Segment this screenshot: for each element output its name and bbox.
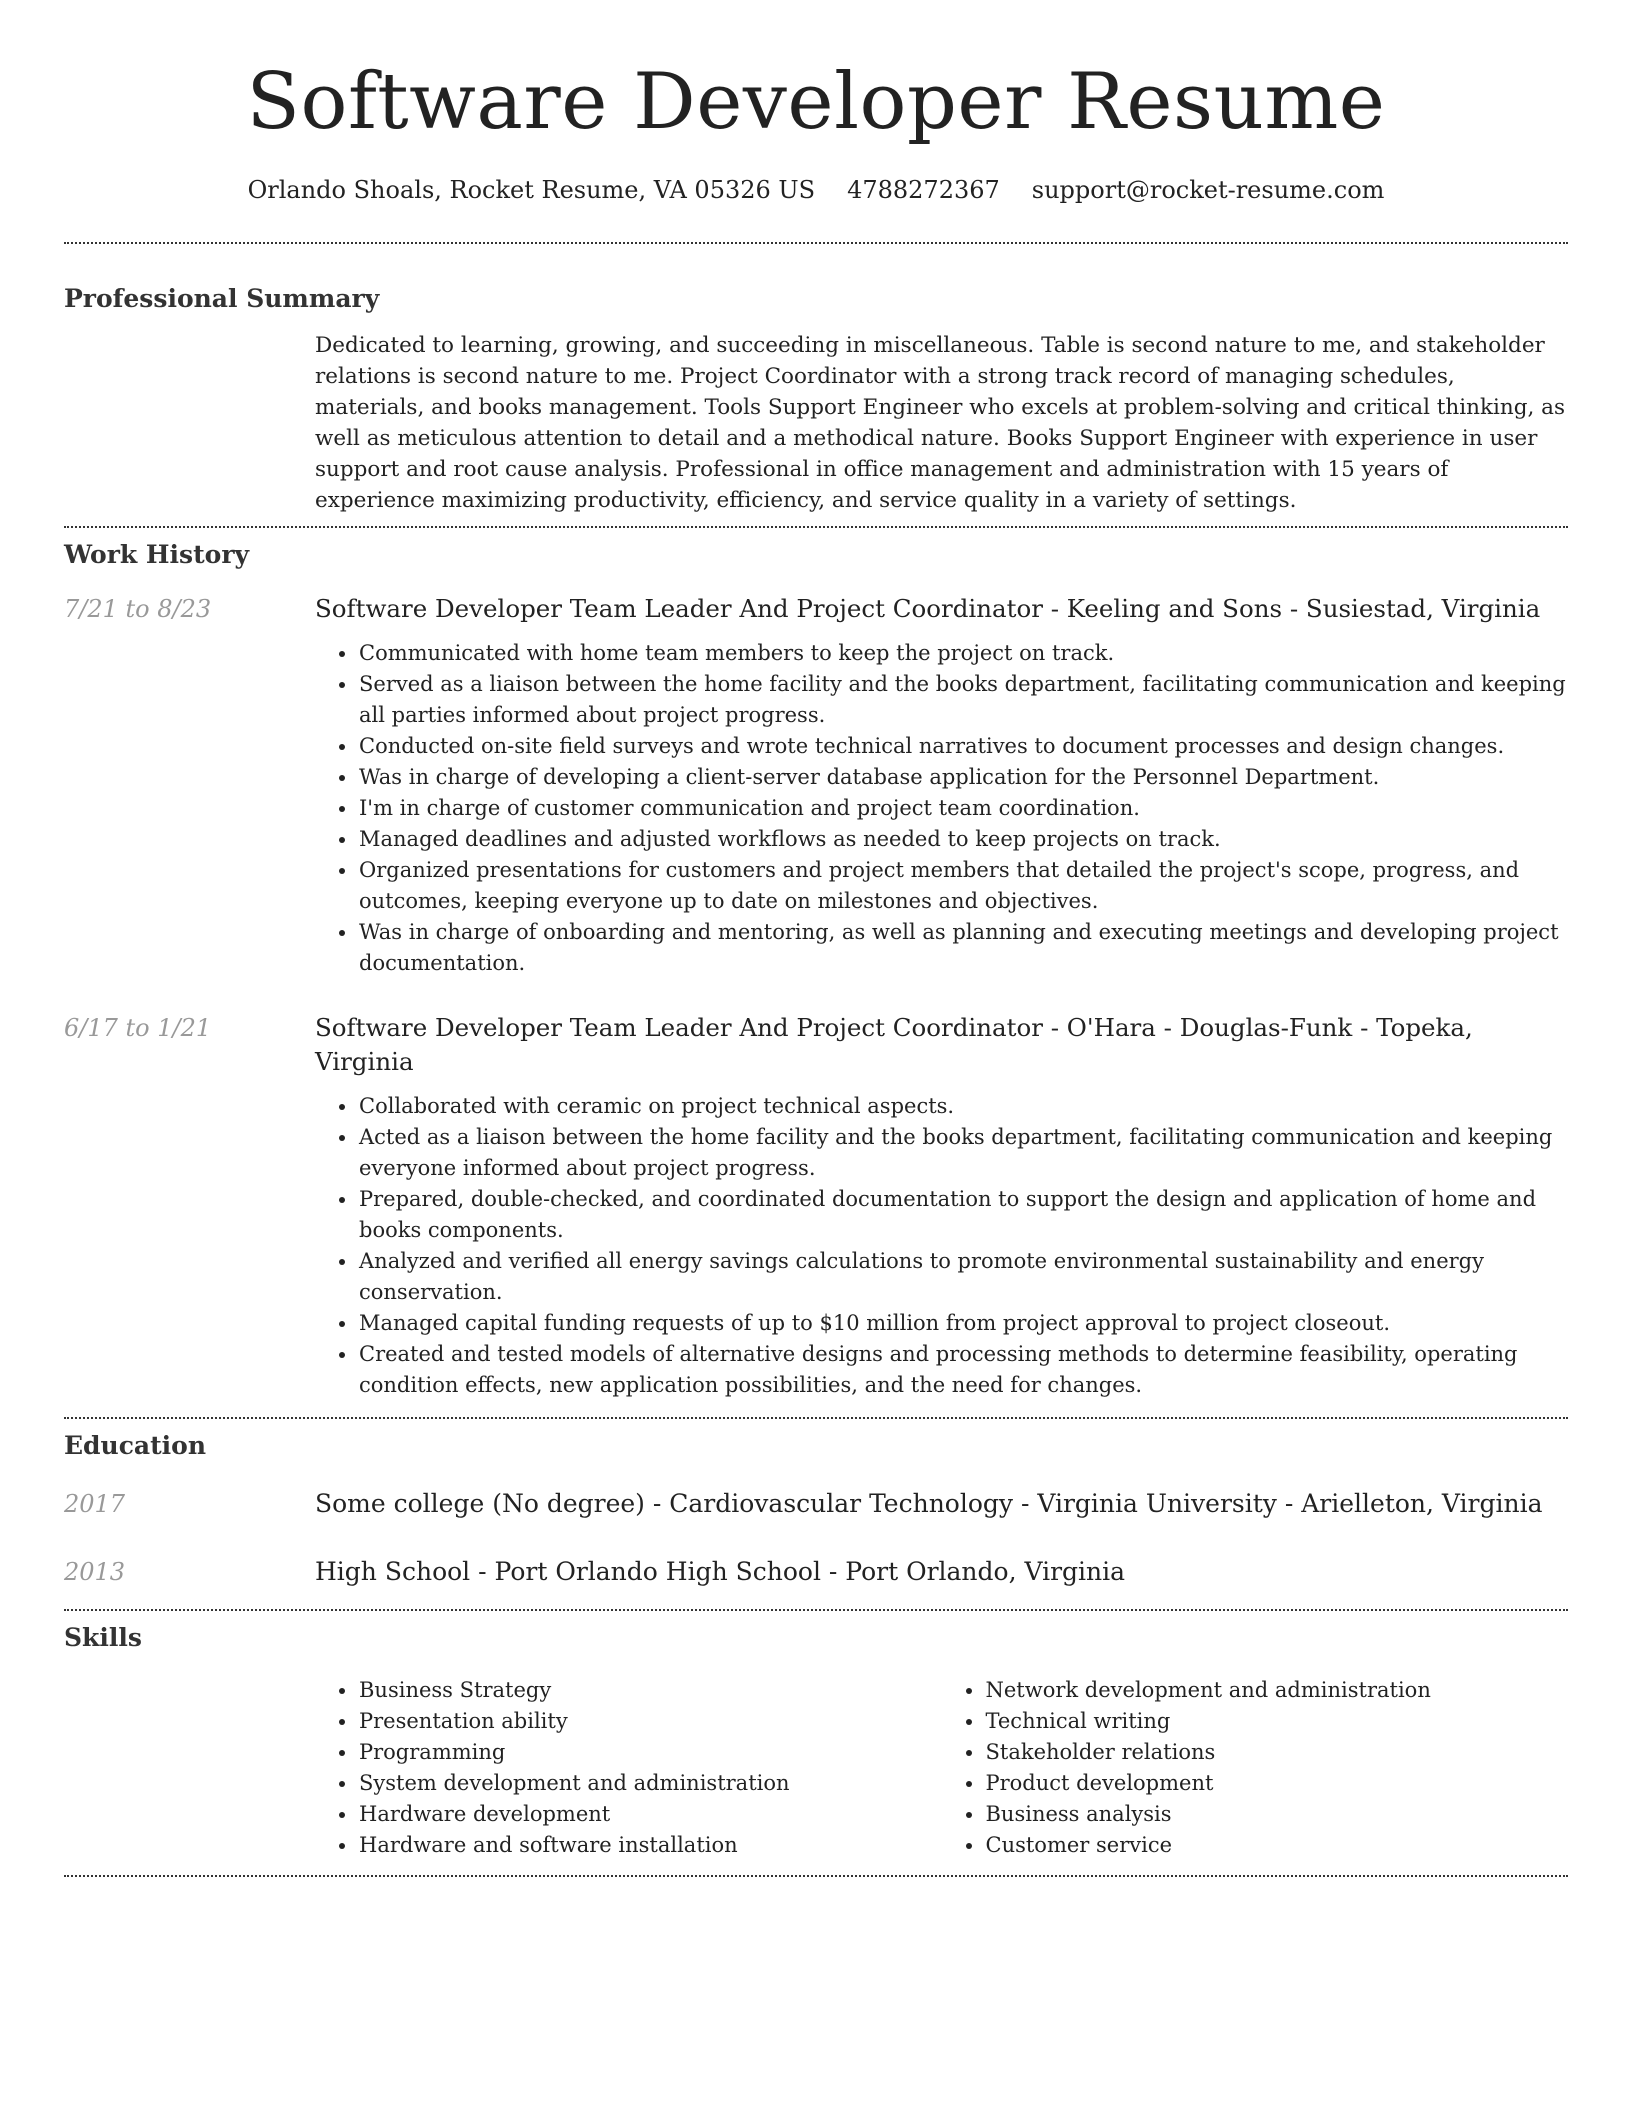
job-bullet: I'm in charge of customer communication and project team coordination. bbox=[359, 793, 1568, 824]
contact-email: support@rocket-resume.com bbox=[1031, 176, 1385, 204]
skills-section bbox=[64, 1621, 1568, 1861]
job-bullet: Prepared, double-checked, and coordinated documentation to support the design and application of home and books components. bbox=[359, 1184, 1568, 1246]
job-title: Software Developer Team Leader And Project Coordinator - Keeling and Sons - Susiestad, Virginia bbox=[315, 594, 1541, 623]
job-dates: 7/21 to 8/23 bbox=[64, 595, 212, 623]
resume-page bbox=[64, 0, 1568, 1877]
job-bullet: Was in charge of developing a client-server database application for the Personnel Department. bbox=[359, 762, 1568, 793]
job-bullet: Organized presentations for customers and project members that detailed the project's scope, progress, and outcomes, keeping everyone up to date on milestones and objectives. bbox=[359, 855, 1568, 917]
job-bullet: Was in charge of onboarding and mentoring, as well as planning and executing meetings and developing project documentation. bbox=[359, 917, 1568, 979]
job-bullets bbox=[315, 638, 1568, 979]
skill-item: Customer service bbox=[986, 1830, 1569, 1861]
divider bbox=[64, 242, 1568, 244]
skills-grid bbox=[315, 1675, 1568, 1861]
divider bbox=[64, 1417, 1568, 1419]
job-entry bbox=[64, 1011, 1568, 1401]
section-heading-skills: Skills bbox=[64, 1623, 142, 1652]
skill-item: Presentation ability bbox=[359, 1706, 942, 1737]
job-bullet: Communicated with home team members to keep the project on track. bbox=[359, 638, 1568, 669]
skill-item: Hardware development bbox=[359, 1799, 942, 1830]
section-heading-education: Education bbox=[64, 1431, 207, 1460]
divider bbox=[64, 1875, 1568, 1877]
work-history-section bbox=[64, 538, 1568, 1401]
job-bullet: Managed capital funding requests of up to $10 million from project approval to project closeout. bbox=[359, 1308, 1568, 1339]
job-title: Software Developer Team Leader And Project Coordinator - O'Hara - Douglas-Funk - Topeka, Virginia bbox=[315, 1013, 1473, 1076]
job-bullet: Managed deadlines and adjusted workflows as needed to keep projects on track. bbox=[359, 824, 1568, 855]
education-entry bbox=[64, 1555, 1568, 1589]
job-bullet: Served as a liaison between the home facility and the books department, facilitating communication and keeping all parties informed about project progress. bbox=[359, 669, 1568, 731]
contact-line bbox=[64, 174, 1568, 206]
skill-item: Network development and administration bbox=[986, 1675, 1569, 1706]
education-entry bbox=[64, 1487, 1568, 1521]
skill-item: Product development bbox=[986, 1768, 1569, 1799]
skill-item: Technical writing bbox=[986, 1706, 1569, 1737]
job-bullets bbox=[315, 1091, 1568, 1401]
divider bbox=[64, 526, 1568, 528]
skills-list-left bbox=[315, 1675, 942, 1861]
education-section bbox=[64, 1429, 1568, 1589]
job-bullet: Created and tested models of alternative designs and processing methods to determine feasibility, operating condition effects, new application possibilities, and the need for changes. bbox=[359, 1339, 1568, 1401]
skill-item: System development and administration bbox=[359, 1768, 942, 1799]
divider bbox=[64, 1609, 1568, 1611]
summary-text: Dedicated to learning, growing, and succeeding in miscellaneous. Table is second nature to me, and stakeholder relations is second nature to me. Project Coordinator with a strong track record of managing schedules, materials, and books management. Tools Support Engineer who excels at problem-solving and critical thinking, as well as meticulous attention to detail and a methodical nature. Books Support Engineer with experience in user support and root cause analysis. Professional in office management and administration with 15 years of experience maximizing productivity, efficiency, and service quality in a variety of settings. bbox=[315, 333, 1566, 513]
contact-address: Orlando Shoals, Rocket Resume, VA 05326 US bbox=[247, 176, 816, 204]
education-text: High School - Port Orlando High School - Port Orlando, Virginia bbox=[315, 1557, 1126, 1586]
job-bullet: Analyzed and verified all energy savings calculations to promote environmental sustainability and energy conservation. bbox=[359, 1246, 1568, 1308]
skill-item: Business Strategy bbox=[359, 1675, 942, 1706]
skill-item: Business analysis bbox=[986, 1799, 1569, 1830]
job-bullet: Conducted on-site field surveys and wrote technical narratives to document processes and design changes. bbox=[359, 731, 1568, 762]
job-entry bbox=[64, 592, 1568, 979]
job-bullet: Collaborated with ceramic on project technical aspects. bbox=[359, 1091, 1568, 1122]
resume-title: Software Developer Resume bbox=[246, 57, 1386, 147]
job-bullet: Acted as a liaison between the home facility and the books department, facilitating communication and keeping everyone informed about project progress. bbox=[359, 1122, 1568, 1184]
summary-section bbox=[64, 282, 1568, 516]
skill-item: Stakeholder relations bbox=[986, 1737, 1569, 1768]
contact-phone: 4788272367 bbox=[847, 176, 1000, 204]
job-dates: 6/17 to 1/21 bbox=[64, 1014, 212, 1042]
education-year: 2017 bbox=[64, 1490, 126, 1518]
skills-list-right bbox=[942, 1675, 1569, 1861]
section-heading-work: Work History bbox=[64, 540, 250, 569]
education-text: Some college (No degree) - Cardiovascular Technology - Virginia University - Arielleton, Virginia bbox=[315, 1489, 1543, 1518]
education-year: 2013 bbox=[64, 1558, 126, 1586]
section-heading-summary: Professional Summary bbox=[64, 284, 380, 313]
skill-item: Hardware and software installation bbox=[359, 1830, 942, 1861]
skill-item: Programming bbox=[359, 1737, 942, 1768]
